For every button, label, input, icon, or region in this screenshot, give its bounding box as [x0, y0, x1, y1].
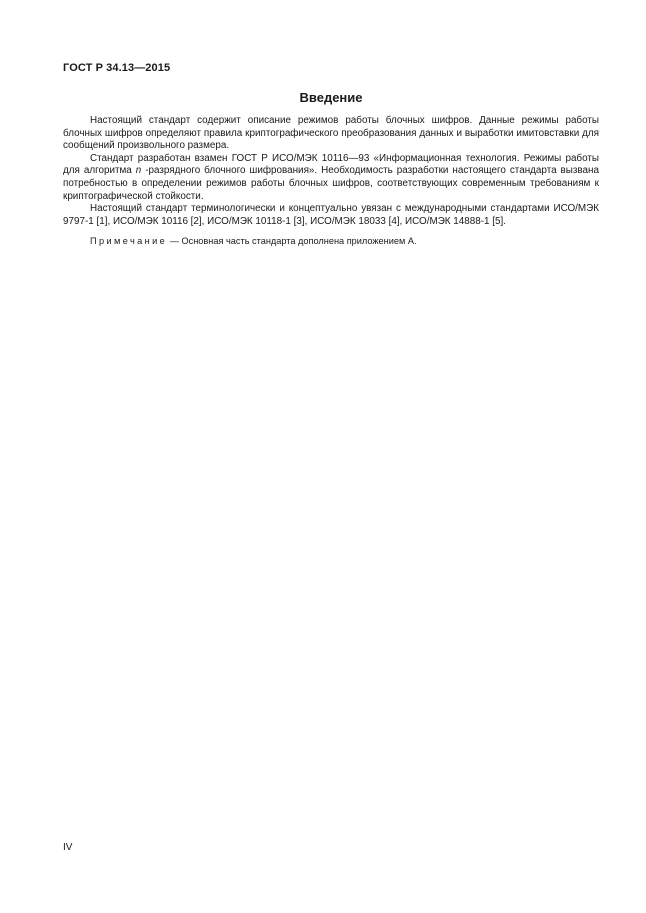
note-label: Примечание	[90, 236, 168, 247]
paragraph-2-part-1: Стандарт разработан взамен ГОСТ Р ИСО/МЭК 10116—93 «Информационная технология. Режимы работы для алгоритма	[63, 152, 599, 177]
paragraph-2-part-2: -разрядного блочного шифрования». Необходимость разработки настоящего стандарта вызвана потребностью в определении режимов работы блочных шифров, соответствующих современным требованиям к криптографической стойкости.	[63, 165, 599, 202]
paragraph-2-variable: n	[135, 165, 142, 177]
paragraph-1: Настоящий стандарт содержит описание режимов работы блочных шифров. Данные режимы работы блочных шифров определяют правила криптографического преобразования данных и выработки имитовставки для сообщений произвольного размера.	[63, 115, 599, 152]
note-text: — Основная часть стандарта дополнена приложением А.	[167, 236, 417, 247]
paragraph-3: Настоящий стандарт терминологически и концептуально увязан с международными стандартами ИСО/МЭК 9797-1 [1], ИСО/МЭК 10116 [2], ИСО/МЭК 10118-1 [3], ИСО/МЭК 18033 [4], ИСО/МЭК 14888-1 [5].	[63, 203, 599, 227]
document-header: ГОСТ Р 34.13—2015	[63, 62, 171, 74]
page-number: IV	[63, 842, 73, 853]
note	[63, 235, 599, 248]
paragraph-2	[63, 153, 599, 203]
section-title: Введение	[299, 90, 363, 105]
introduction-body	[63, 115, 599, 248]
